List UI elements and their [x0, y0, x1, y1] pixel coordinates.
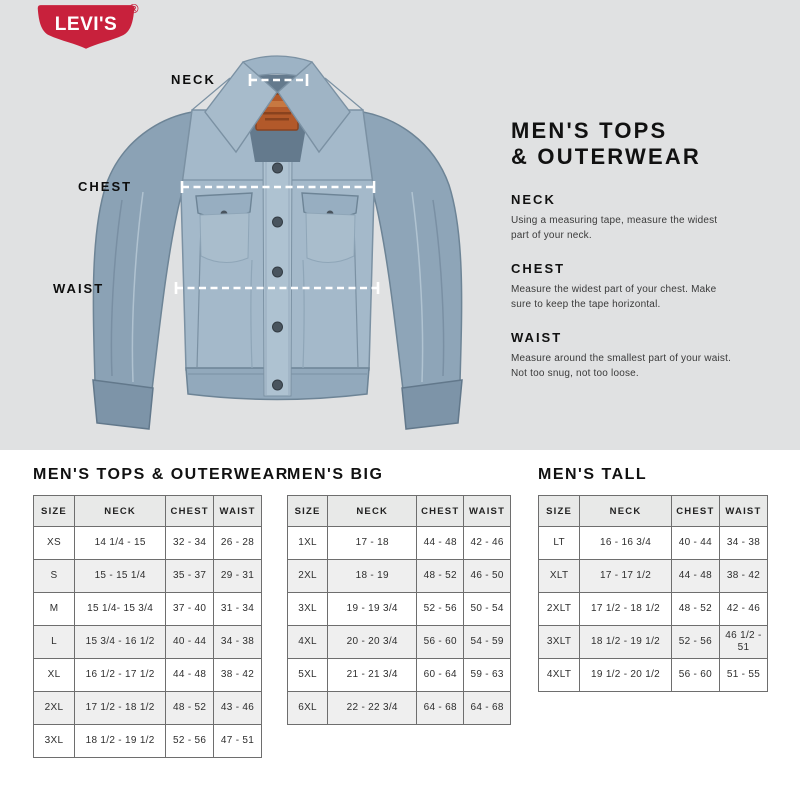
table-cell: 40 - 44 [166, 626, 214, 659]
table-cell: 42 - 46 [464, 527, 511, 560]
table-cell: 19 1/2 - 20 1/2 [580, 659, 672, 692]
table-cell: 47 - 51 [214, 725, 262, 758]
table-row [288, 527, 511, 560]
table-cell: 18 1/2 - 19 1/2 [75, 725, 166, 758]
table-cell: 60 - 64 [417, 659, 464, 692]
table-row [34, 593, 262, 626]
table-cell: 37 - 40 [166, 593, 214, 626]
size-tables-section [0, 450, 800, 800]
table-row [539, 626, 768, 659]
table-cell: 16 - 16 3/4 [580, 527, 672, 560]
table-cell: 46 1/2 - 51 [719, 626, 767, 659]
column-header: CHEST [671, 496, 719, 527]
guide-heading: NECK [511, 191, 556, 207]
denim-jacket [93, 56, 462, 429]
table-row [539, 560, 768, 593]
table-row [539, 527, 768, 560]
column-header: SIZE [539, 496, 580, 527]
table-cell: 17 1/2 - 18 1/2 [580, 593, 672, 626]
table-cell: 48 - 52 [417, 560, 464, 593]
table-row [34, 659, 262, 692]
waist-measure-label: WAIST [53, 281, 105, 296]
table-row [288, 560, 511, 593]
table-cell: 64 - 68 [464, 692, 511, 725]
guide-title [511, 118, 733, 170]
table-cell: 54 - 59 [464, 626, 511, 659]
guide-section-chest [511, 261, 733, 312]
table-cell: L [34, 626, 75, 659]
table-row [34, 692, 262, 725]
table-title: MEN'S TALL [538, 466, 648, 483]
table-cell: 34 - 38 [719, 527, 767, 560]
column-header: NECK [580, 496, 672, 527]
table-cell: 2XLT [539, 593, 580, 626]
table-cell: 3XLT [539, 626, 580, 659]
table-cell: 35 - 37 [166, 560, 214, 593]
measuring-guide [511, 118, 733, 399]
guide-title-line2: & OUTERWEAR [511, 143, 702, 169]
left-cuff [93, 380, 153, 429]
header-row [34, 496, 262, 527]
table-cell: 51 - 55 [719, 659, 767, 692]
table-cell: 17 - 17 1/2 [580, 560, 672, 593]
chest-measure-label: CHEST [78, 179, 133, 194]
table-cell: 40 - 44 [671, 527, 719, 560]
column-header: WAIST [214, 496, 262, 527]
table-cell: 22 - 22 3/4 [328, 692, 417, 725]
table-cell: 4XL [288, 626, 328, 659]
right-pocket [306, 213, 355, 263]
registered-trademark: ® [129, 1, 139, 16]
header-row [288, 496, 511, 527]
label-detail [265, 118, 289, 121]
right-cuff [402, 380, 462, 429]
table-cell: 32 - 34 [166, 527, 214, 560]
table-cell: 52 - 56 [417, 593, 464, 626]
table-cell: M [34, 593, 75, 626]
size-table-big [287, 466, 511, 725]
guide-heading: CHEST [511, 260, 566, 276]
table-row [288, 626, 511, 659]
table-cell: 6XL [288, 692, 328, 725]
table-cell: 48 - 52 [166, 692, 214, 725]
right-sleeve [362, 112, 462, 390]
table-cell: 56 - 60 [671, 659, 719, 692]
table-cell: 48 - 52 [671, 593, 719, 626]
table-cell: 46 - 50 [464, 560, 511, 593]
size-table [33, 495, 262, 758]
table-title: MEN'S BIG [287, 466, 384, 483]
table-cell: 18 1/2 - 19 1/2 [580, 626, 672, 659]
table-cell: 38 - 42 [214, 659, 262, 692]
logo-wordmark: LEVI'S [54, 14, 118, 36]
table-cell: 56 - 60 [417, 626, 464, 659]
table-cell: 16 1/2 - 17 1/2 [75, 659, 166, 692]
table-row [34, 725, 262, 758]
guide-text: Measure the widest part of your chest. Make sure to keep the tape horizontal. [511, 283, 717, 310]
table-cell: 59 - 63 [464, 659, 511, 692]
column-header: NECK [75, 496, 166, 527]
table-cell: 15 1/4- 15 3/4 [75, 593, 166, 626]
table-row [539, 659, 768, 692]
table-cell: 3XL [34, 725, 75, 758]
table-row [34, 527, 262, 560]
table-cell: 34 - 38 [214, 626, 262, 659]
neck-measure-label: NECK [171, 72, 216, 87]
table-cell: 1XL [288, 527, 328, 560]
table-cell: 15 - 15 1/4 [75, 560, 166, 593]
left-pocket [200, 213, 249, 263]
table-cell: 43 - 46 [214, 692, 262, 725]
table-cell: 44 - 48 [166, 659, 214, 692]
table-cell: XS [34, 527, 75, 560]
table-cell: 2XL [288, 560, 328, 593]
table-cell: S [34, 560, 75, 593]
table-row [539, 593, 768, 626]
size-table-tops-outerwear [33, 466, 289, 758]
column-header: WAIST [719, 496, 767, 527]
guide-heading: WAIST [511, 329, 563, 345]
table-cell: 44 - 48 [671, 560, 719, 593]
column-header: SIZE [34, 496, 75, 527]
table-cell: 14 1/4 - 15 [75, 527, 166, 560]
guide-text: Measure around the smallest part of your waist. Not too snug, not too loose. [511, 352, 732, 379]
guide-section-neck [511, 192, 733, 243]
table-cell: 44 - 48 [417, 527, 464, 560]
table-row [288, 659, 511, 692]
column-header: SIZE [288, 496, 328, 527]
table-cell: 4XLT [539, 659, 580, 692]
table-cell: 52 - 56 [166, 725, 214, 758]
table-cell: 21 - 21 3/4 [328, 659, 417, 692]
size-table [287, 495, 511, 725]
table-cell: XL [34, 659, 75, 692]
size-table-tall [538, 466, 768, 692]
table-cell: 5XL [288, 659, 328, 692]
table-row [288, 692, 511, 725]
guide-text: Using a measuring tape, measure the widest part of your neck. [511, 214, 718, 241]
guide-section-waist [511, 330, 733, 381]
table-cell: 17 1/2 - 18 1/2 [75, 692, 166, 725]
column-header: CHEST [417, 496, 464, 527]
guide-title-line1: MEN'S TOPS [511, 118, 668, 143]
table-cell: 18 - 19 [328, 560, 417, 593]
label-detail [263, 112, 291, 115]
table-cell: 31 - 34 [214, 593, 262, 626]
table-cell: 52 - 56 [671, 626, 719, 659]
table-cell: 38 - 42 [719, 560, 767, 593]
table-cell: 42 - 46 [719, 593, 767, 626]
table-cell: 20 - 20 3/4 [328, 626, 417, 659]
table-row [34, 560, 262, 593]
header-row [539, 496, 768, 527]
table-title: MEN'S TOPS & OUTERWEAR [33, 466, 289, 483]
column-header: CHEST [166, 496, 214, 527]
size-table [538, 495, 768, 692]
table-cell: 3XL [288, 593, 328, 626]
table-cell: 19 - 19 3/4 [328, 593, 417, 626]
table-cell: 29 - 31 [214, 560, 262, 593]
table-row [288, 593, 511, 626]
table-cell: 15 3/4 - 16 1/2 [75, 626, 166, 659]
column-header: NECK [328, 496, 417, 527]
table-cell: 2XL [34, 692, 75, 725]
table-cell: XLT [539, 560, 580, 593]
table-cell: LT [539, 527, 580, 560]
left-sleeve [93, 112, 193, 390]
table-cell: 64 - 68 [417, 692, 464, 725]
table-cell: 50 - 54 [464, 593, 511, 626]
table-cell: 26 - 28 [214, 527, 262, 560]
column-header: WAIST [464, 496, 511, 527]
table-cell: 17 - 18 [328, 527, 417, 560]
table-row [34, 626, 262, 659]
